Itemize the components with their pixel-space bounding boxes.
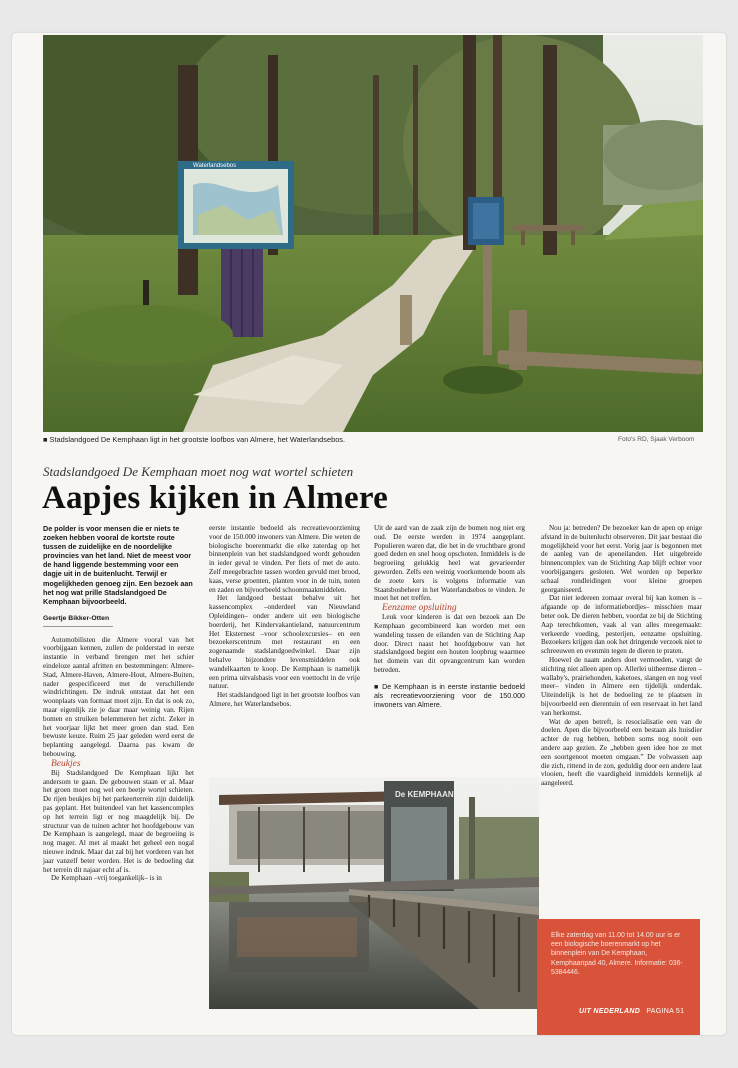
col4-paragraph-1: Nou ja: betreden? De bezoeker kan de apen op enige afstand in de buitenlucht observeren. Dit jaar bestaat die mogelijkheid voor het eerst. Vorig jaar is begonnen met de aanleg van de apeneilanden. Het uitgebreide binnencomplex van de Stichting Aap blijft echter voor voorbijgangers gesloten. Wel worden op beperkte schaal rondleidingen voor kleine groepen georganiseerd. — [541, 524, 702, 594]
subhead-beukjes: Beukjes — [51, 758, 81, 769]
col2-paragraph-2: Het landgoed bestaat behalve uit het kassencomplex –onderdeel van Nieuwland Opleidingen– onder andere uit een biologische boerderij, het Kindervakantieland, natuurcentrum Het Eksternest –voor schoolexcursies– en een bezoekerscentrum met restaurant en een zogenaamde stadslandgoedwinkel. Daar zijn behalve bijzondere levensmiddelen ook wandelkaarten te koop. De Kemphaan is namelijk een prima uitvalsbasis voor een voettocht in de vrije natuur. — [209, 594, 360, 691]
col4-paragraph-3: Hoewel de naam anders doet vermoeden, vangt de stichting niet alleen apen op. Allerlei uitheemse dieren –wallaby's, prairiehonden, kaketoes, slangen en nog veel meer– vinden in Almere een tijdelijk onderdak. Uiteindelijk is het de bedoeling ze te plaatsen in bijvoorbeeld een dierentuin of een reservaat in het land van herkomst. — [541, 655, 702, 717]
section-brand: UIT NEDERLAND — [579, 1008, 641, 1015]
photo-caption: ■ Stadslandgoed De Kemphaan ligt in het grootste loofbos van Almere, het Waterlandsebos. — [43, 435, 346, 444]
intro-paragraph: De polder is voor mensen die er niets te zoeken hebben vooral de kortste route tussen de zuidelijke en de noordelijke provincies van het land. Niet de meest voor de hand liggende bestemming voor een dagje uit in de buitenlucht. Terwijl er mogelijkheden genoeg zijn. Een bezoek aan het nog wat prille Stadslandgoed De Kemphaan bijvoorbeeld. — [43, 524, 193, 606]
newspaper-page — [12, 33, 726, 1035]
col2-paragraph-1: eerste instantie bedoeld als recreatievoorziening voor de 150.000 inwoners van Almere. Die weten de biologische boerenmarkt die elke zaterdag op het binnenplein van het stadslandgoed wordt gehouden in ieder geval te vinden. Per fiets of met de auto. Zelf meegebrachte tassen worden gevuld met brood, kaas, verse groenten, planten voor in de tuin, noten en zaden en bijvoorbeeld schoonmaakmiddelen. — [209, 524, 360, 594]
building-photo-illustration — [209, 777, 539, 1009]
sign-title: Waterlandsebos — [193, 163, 237, 169]
page-number: PAGINA 51 — [646, 1008, 685, 1015]
headline: Aapjes kijken in Almere — [42, 480, 388, 516]
forest-photo-illustration — [43, 35, 703, 432]
col4-paragraph-2: Dat niet iedereen zomaar overal bij kan komen is –afgaande op de informatiebordjes– misschien maar beter ook. De dieren hebben, voordat ze bij de Stichting Aap terechtkomen, vaak al van alles meegemaakt: verkeerde voeding, pesterijen, eenzame opsluiting. Bezoekers krijgen dan ook het dringende verzoek niet te schreeuwen en evenmin tegen de dieren te praten. — [541, 594, 702, 656]
building-photo — [209, 777, 539, 1009]
col1-paragraph-2: Bij Stadslandgoed De Kemphaan lijkt het andersom te gaan. De gebouwen staan er al. Maar het groen moet nog wel een beetje wortel schieten. De rijen beukjes bij het parkeerterrein zijn duidelijk pas geplant. Het buitendeel van het kassencomplex op het terrein ligt er nog maagdelijk bij. De structuur van de tuinen achter het hoofdgebouw van De Kemphaan is aangelegd, maar de begroeiing is nog mager. Al met al maakt het geheel een nogal nieuwe indruk. Maar dat zal bij het vorderen van het jaar vanzelf beter worden. Het is de bedoeling dat het terrein dit najaar echt af is. — [43, 768, 194, 874]
article-column-4 — [541, 524, 702, 788]
building-photo-caption: ■ De Kemphaan is in eerste instantie bedoeld als recreatievoorziening voor de 150.000 inwoners van Almere. — [374, 682, 525, 709]
article-column-2 — [209, 524, 360, 709]
col2-paragraph-3: Het stadslandgoed ligt in het grootste loofbos van Almere, het Waterlandsebos. — [209, 691, 360, 708]
building-sign: De KEMPHAAN — [395, 790, 454, 799]
col3-paragraph-2: Leuk voor kinderen is dat een bezoek aan De Kemphaan gecombineerd kan worden met een wandeling tussen de eilanden van de Stichting Aap door. Direct naast het hoofdgebouw van het stadslandgoed begint een houten loopbrug waarmee het domein van dit opvangcentrum kan worden betreden. — [374, 613, 525, 674]
info-box — [537, 919, 700, 1035]
article-column-3 — [374, 524, 525, 710]
byline: Geertje Bikker-Otten — [43, 615, 113, 627]
article-column-1 — [43, 524, 194, 883]
col1-paragraph-3: De Kemphaan –vrij toegankelijk– is in — [51, 874, 162, 883]
col1-paragraph-1: Automobilisten die Almere vooral van het voorbijgaan kennen, zullen de polderstad in eerste instantie in verband brengen met het schier eindeloze aantal afritten en bestemmingen: Almere-Stad, Almere-Haven, Almere-Hout, Almere-Buiten, nader gespecificeerd met de verschillende windrichtingen. De indruk ontstaat dat het een woonplaats van formaat moet zijn. En dat is ook zo, maar eigenlijk zie je daar maar weinig van. Rijen bomen en struiken belemmeren het zicht. Zeker in het voorjaar lijkt het meer groen dan stad. Een bewuste keuze. Ruim 25 jaar geleden werd eerst de beplanting aangelegd. Daarna pas kwam de bebouwing. — [43, 635, 194, 758]
page-footer — [579, 1008, 684, 1015]
col3-paragraph-1: Uit de aard van de zaak zijn de bomen nog niet erg oud. De eerste werden in 1974 aangeplant. Populieren waren dat, die het in de vruchtbare grond goed deden en snel hoog opschoten. Inmiddels is de begroeiing gelukkig heel wat gevarieerder geworden. Zelfs een weinig voorkomende boom als de zoete kers is volgens informatie van Staatsbosbeheer in het Waterlandsebos te vinden. Je moet het net treffen. — [374, 524, 525, 603]
kicker: Stadslandgoed De Kemphaan moet nog wat wortel schieten — [43, 464, 354, 479]
photo-credit: Foto's RD, Sjaak Verboom — [618, 436, 695, 443]
subhead-eenzame-opsluiting: Eenzame opsluiting — [382, 603, 457, 614]
forest-photo — [43, 35, 703, 432]
col4-paragraph-4: Wat de apen betreft, is resocialisatie een van de doelen. Apen die bijvoorbeeld een bestaan als huisdier achter de rug hebben, hebben soms nog nooit een andere aap gezien. Ze „hebben geen idee hoe ze met een soortgenoot moeten omgaan.” De volwassen aap die zich, rittend in de zon, geduldig door een andere laat vlooien, heeft die vaardigheid inmiddels kennelijk al aangeleerd. — [541, 717, 702, 788]
info-box-text: Elke zaterdag van 11.00 tot 14.00 uur is er een biologische boerenmarkt op het binnenplein van De Kemphaan, Kemphaanpad 40, Almere. Informatie: 036-5384446. — [551, 932, 683, 976]
